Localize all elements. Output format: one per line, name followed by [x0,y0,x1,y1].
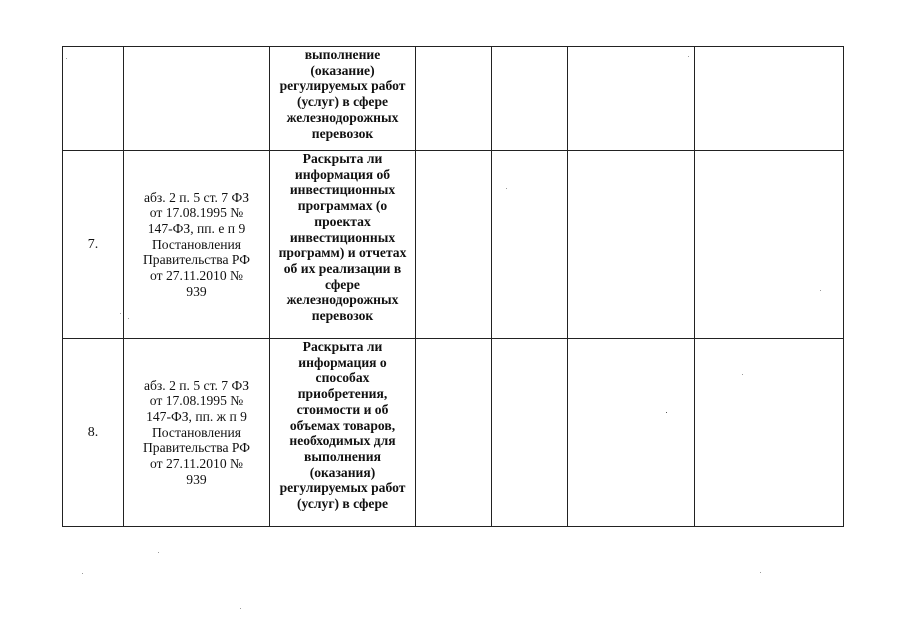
notes-cell [695,339,844,527]
table-row [63,151,844,339]
inspection-table [62,46,844,527]
question-text [270,47,416,151]
question-line: стоимости и об [296,401,389,417]
reference-line: 939 [186,283,207,299]
reference-line: Правительства РФ [142,440,250,456]
question-line: (оказания) [309,464,376,480]
table-row [63,47,844,151]
scan-speck [820,290,821,291]
question-line: приобретения, [297,386,388,402]
scan-speck [128,318,129,319]
notes-cell [695,151,844,339]
question-text [270,339,416,527]
question-line: необходимых для [289,433,396,449]
question-text [270,151,416,339]
question-line: Раскрыта ли [302,151,383,166]
reference-line: абз. 2 п. 5 ст. 7 ФЗ [143,377,250,393]
question-line: способах [315,370,370,386]
question-line: регулируемых работ [279,480,406,496]
reference-line: абз. 2 п. 5 ст. 7 ФЗ [143,189,250,205]
legal-reference [124,47,270,151]
row-number: 7. [63,151,124,339]
question-line: (услуг) в сфере [296,496,389,512]
notes-cell [695,47,844,151]
reference-line: Правительства РФ [142,252,250,268]
question-line: проектах [314,213,371,229]
question-line: инвестиционных [289,182,396,198]
scan-speck [240,608,241,609]
answer-no-cell [492,339,568,527]
question-line: перевозок [311,125,374,141]
question-line: железнодорожных [286,292,399,308]
question-line: об их реализации в [283,260,402,276]
reference-line: от 17.08.1995 № [149,205,244,221]
reference-line: Постановления [151,424,242,440]
table-row [63,339,844,527]
scan-speck [66,58,67,59]
question-line: железнодорожных [286,109,399,125]
reference-line: 147-ФЗ, пп. е п 9 [147,220,246,236]
row-number [63,47,124,151]
question-line: (услуг) в сфере [296,94,389,110]
scan-speck [666,412,667,413]
scan-speck [120,313,121,314]
reference-line: Постановления [151,236,242,252]
question-line: выполнения [304,448,381,464]
question-line: перевозок [311,308,374,324]
scan-speck [158,552,159,553]
legal-reference [124,151,270,339]
row-number: 8. [63,339,124,527]
scan-speck [506,188,507,189]
question-line: информация о [298,354,387,370]
answer-na-cell [568,151,695,339]
reference-line: 147-ФЗ, пп. ж п 9 [146,408,247,424]
scan-speck [82,573,83,574]
legal-reference [124,339,270,527]
question-line: Раскрыта ли [302,339,383,354]
question-line: программ) и отчетах [278,245,407,261]
answer-no-cell [492,151,568,339]
scan-speck [688,56,689,57]
reference-line: от 17.08.1995 № [149,393,244,409]
question-line: программах (о [297,198,388,214]
scan-speck [742,374,743,375]
reference-line: от 27.11.2010 № [150,268,243,284]
reference-line: от 27.11.2010 № [150,456,243,472]
question-line: регулируемых работ [279,78,406,94]
reference-line: 939 [186,471,207,487]
answer-yes-cell [416,47,492,151]
answer-yes-cell [416,151,492,339]
answer-yes-cell [416,339,492,527]
answer-na-cell [568,47,695,151]
scan-speck [760,572,761,573]
question-line: (оказание) [310,62,375,78]
answer-no-cell [492,47,568,151]
question-line: объемах товаров, [289,417,396,433]
question-line: информация об [294,166,391,182]
answer-na-cell [568,339,695,527]
question-line: сфере [325,276,360,292]
question-line: инвестиционных [289,229,396,245]
question-line: выполнение [304,47,381,62]
